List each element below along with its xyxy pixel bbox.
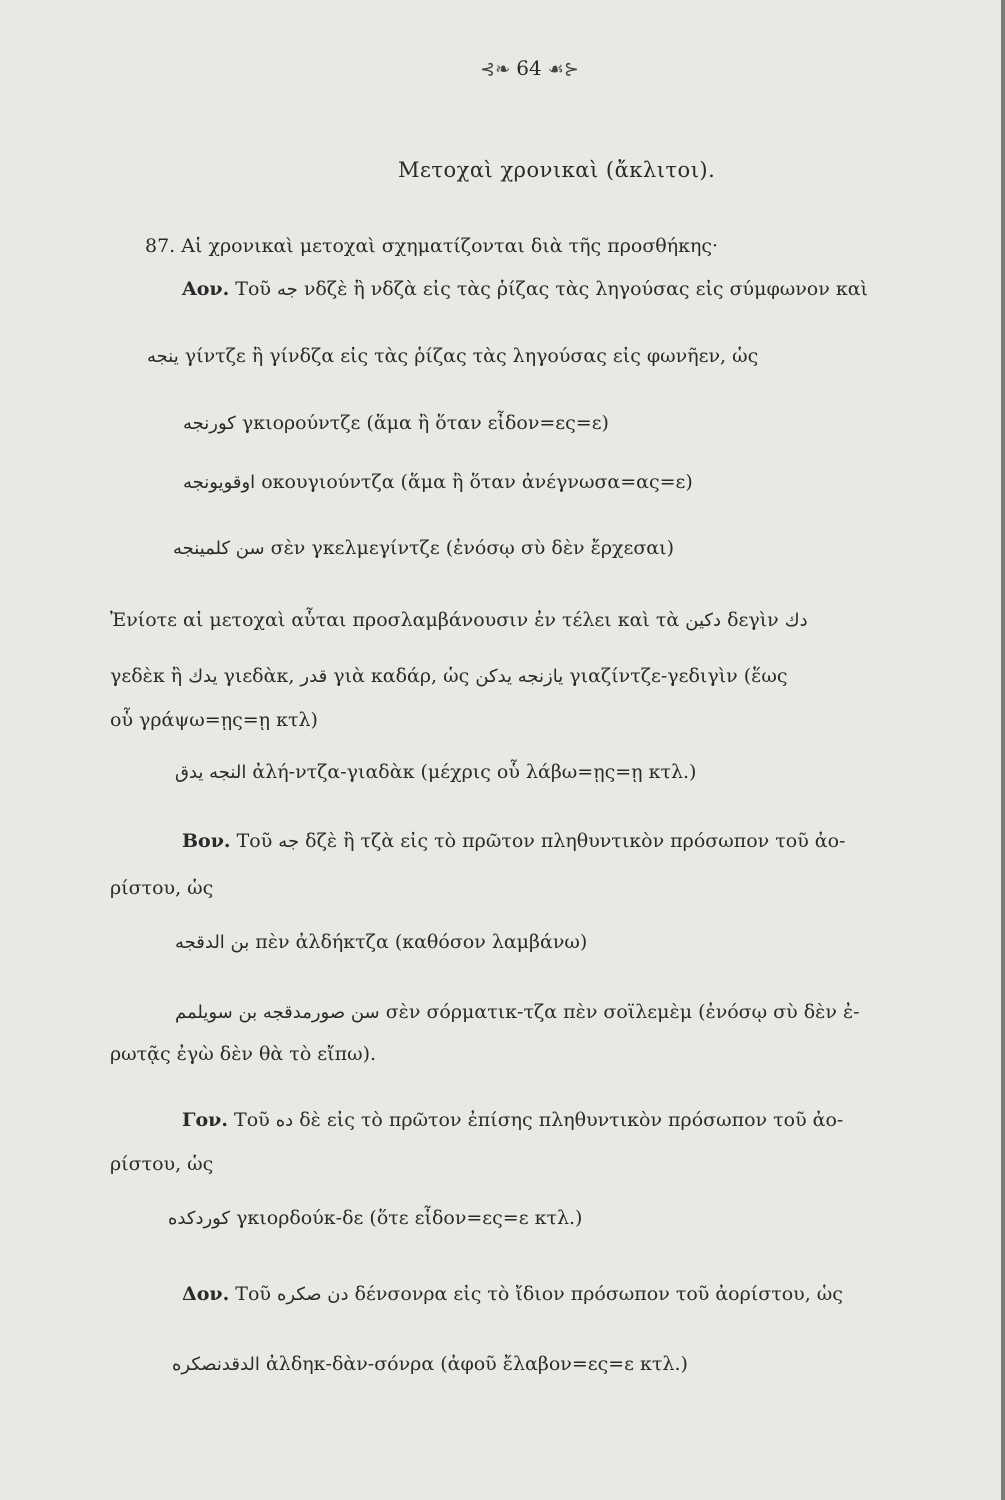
rule-d-label: Δον. <box>182 1283 230 1305</box>
note-line-2-b: γιεδὰκ, <box>223 665 295 687</box>
note-line-3: οὗ γράψω=ῃς=ῃ κτλ) <box>110 709 318 731</box>
rule-d-tou: Τοῦ <box>235 1283 271 1305</box>
paragraph-number: 87. <box>145 235 176 257</box>
rule-b-line-1 <box>182 829 845 854</box>
example-a3-arabic: سن كلمينجه <box>173 538 265 559</box>
rule-b-label: Βον. <box>182 830 231 852</box>
example-a2 <box>183 470 693 495</box>
rule-b-line-1-text: δζὲ ἢ τζὰ εἰς τὸ πρῶτον πληθυντικὸν πρόσωπον τοῦ ἀο- <box>305 830 846 852</box>
example-a1-arabic: كورنجه <box>183 413 236 434</box>
note-line-1-text: Ἐνίοτε αἱ μετοχαὶ αὗται προσλαμβάνουσιν ἐν τέλει καὶ τὰ <box>110 609 680 631</box>
example-a2-arabic: اوقويونجه <box>183 472 256 493</box>
rule-a-line-1-text: νδζὲ ἢ νδζὰ εἰς τὰς ῥίζας τὰς ληγούσας εἰς σύμφωνον καὶ <box>303 278 868 300</box>
note-arabic-3: يدك <box>188 666 218 687</box>
example-b2 <box>175 1000 860 1025</box>
rule-d-line-1 <box>182 1282 843 1307</box>
rule-d-line-1-text: δένσονρα εἰς τὸ ἴδιον πρόσωπον τοῦ ἀορίστου, ὡς <box>354 1283 843 1305</box>
rule-a-label: Αον. <box>182 278 230 300</box>
page-edge <box>1001 0 1005 1500</box>
example-b2-continuation: ρωτᾷς ἐγὼ δὲν θὰ τὸ εἴπω). <box>110 1043 377 1065</box>
example-d1-text: ἀλδηκ-δὰν-σόνρα (ἀφοῦ ἔλαβον=ες=ε κτλ.) <box>265 1353 688 1375</box>
note-arabic-1: دكين <box>685 610 722 631</box>
example-a4 <box>175 760 696 785</box>
note-arabic-2: دك <box>784 610 808 631</box>
note-word-1: δεγὶν <box>727 609 779 631</box>
rule-c-line-1 <box>182 1108 843 1133</box>
example-b1-text: πὲν ἀλδήκτζα (καθόσον λαμβάνω) <box>255 931 588 953</box>
rule-a-suffix-arabic: جه <box>276 279 298 300</box>
example-a1 <box>183 411 609 436</box>
note-arabic-4: قدر <box>300 666 328 687</box>
page-header <box>480 56 579 82</box>
ornament-right-icon: ☙⊱ <box>547 59 579 80</box>
example-c1-text: γκιορδούκ-δε (ὅτε εἶδον=ες=ε κτλ.) <box>236 1207 583 1229</box>
note-line-2-d: γιαζίντζε-γεδιγὶν (ἕως <box>569 665 788 687</box>
example-a3 <box>173 536 674 561</box>
note-line-2 <box>110 664 788 689</box>
rule-a-line-2 <box>147 344 758 369</box>
note-line-2-a: γεδὲκ ἢ <box>110 665 183 687</box>
rule-a-suffix2-arabic: ينجه <box>147 346 179 367</box>
rule-c-line-1-text: δὲ εἰς τὸ πρῶτον ἐπίσης πληθυντικὸν πρόσωπον τοῦ ἀο- <box>299 1109 844 1131</box>
section-title: Μετοχαὶ χρονικαὶ (ἄκλιτοι). <box>398 158 716 182</box>
example-d1 <box>172 1352 688 1377</box>
example-a4-text: ἀλή-ντζα-γιαδὰκ (μέχρις οὗ λάβω=ῃς=ῃ κτλ.) <box>252 761 697 783</box>
page-number: 64 <box>516 56 542 80</box>
rule-a-tou: Τοῦ <box>235 278 271 300</box>
example-b1 <box>175 930 587 955</box>
example-b1-arabic: بن الدقجه <box>175 932 250 953</box>
rule-c-tou: Τοῦ <box>234 1109 270 1131</box>
rule-c-label: Γον. <box>182 1109 228 1131</box>
rule-b-suffix-arabic: جه <box>278 831 300 852</box>
example-d1-arabic: الدقدنصكره <box>172 1354 260 1375</box>
rule-b-line-2: ρίστου, ὡς <box>110 877 214 899</box>
example-b2-text: σὲν σόρματικ-τζα πὲν σοϊλεμὲμ (ἐνόσῳ σὺ δὲν ἐ- <box>385 1001 860 1023</box>
paragraph-87 <box>145 234 718 258</box>
paragraph-text: Αἱ χρονικαὶ μετοχαὶ σχηματίζονται διὰ τῆς προσθήκης· <box>181 235 719 257</box>
example-a1-text: γκιορούντζε (ἅμα ἢ ὅταν εἶδον=ες=ε) <box>241 412 609 434</box>
rule-b-tou: Τοῦ <box>236 830 273 852</box>
note-arabic-5: يازنجه يدكن <box>475 666 564 687</box>
rule-a-line-1 <box>182 277 868 302</box>
example-c1 <box>168 1206 582 1231</box>
example-c1-arabic: كوردكده <box>168 1208 231 1229</box>
note-line-2-c: γιὰ καδάρ, ὡς <box>333 665 470 687</box>
example-a4-arabic: النجه يدق <box>175 762 247 783</box>
rule-d-suffix-arabic: دن صكره <box>276 1284 349 1305</box>
rule-c-line-2: ρίστου, ὡς <box>110 1153 214 1175</box>
example-b2-arabic: سن صورمدقجه بن سويلمم <box>175 1002 380 1023</box>
rule-c-suffix-arabic: ده <box>275 1110 294 1131</box>
example-a3-text: σὲν γκελμεγίντζε (ἐνόσῳ σὺ δὲν ἔρχεσαι) <box>270 537 675 559</box>
rule-a-line-2-text: γίντζε ἢ γίνδζα εἰς τὰς ῥίζας τὰς ληγούσας εἰς φωνῆεν, ὡς <box>184 345 759 367</box>
note-line-1 <box>110 608 808 633</box>
example-a2-text: οκουγιούντζα (ἅμα ἢ ὅταν ἀνέγνωσα=ας=ε) <box>261 471 693 493</box>
ornament-left-icon: ⊰❧ <box>480 59 511 80</box>
